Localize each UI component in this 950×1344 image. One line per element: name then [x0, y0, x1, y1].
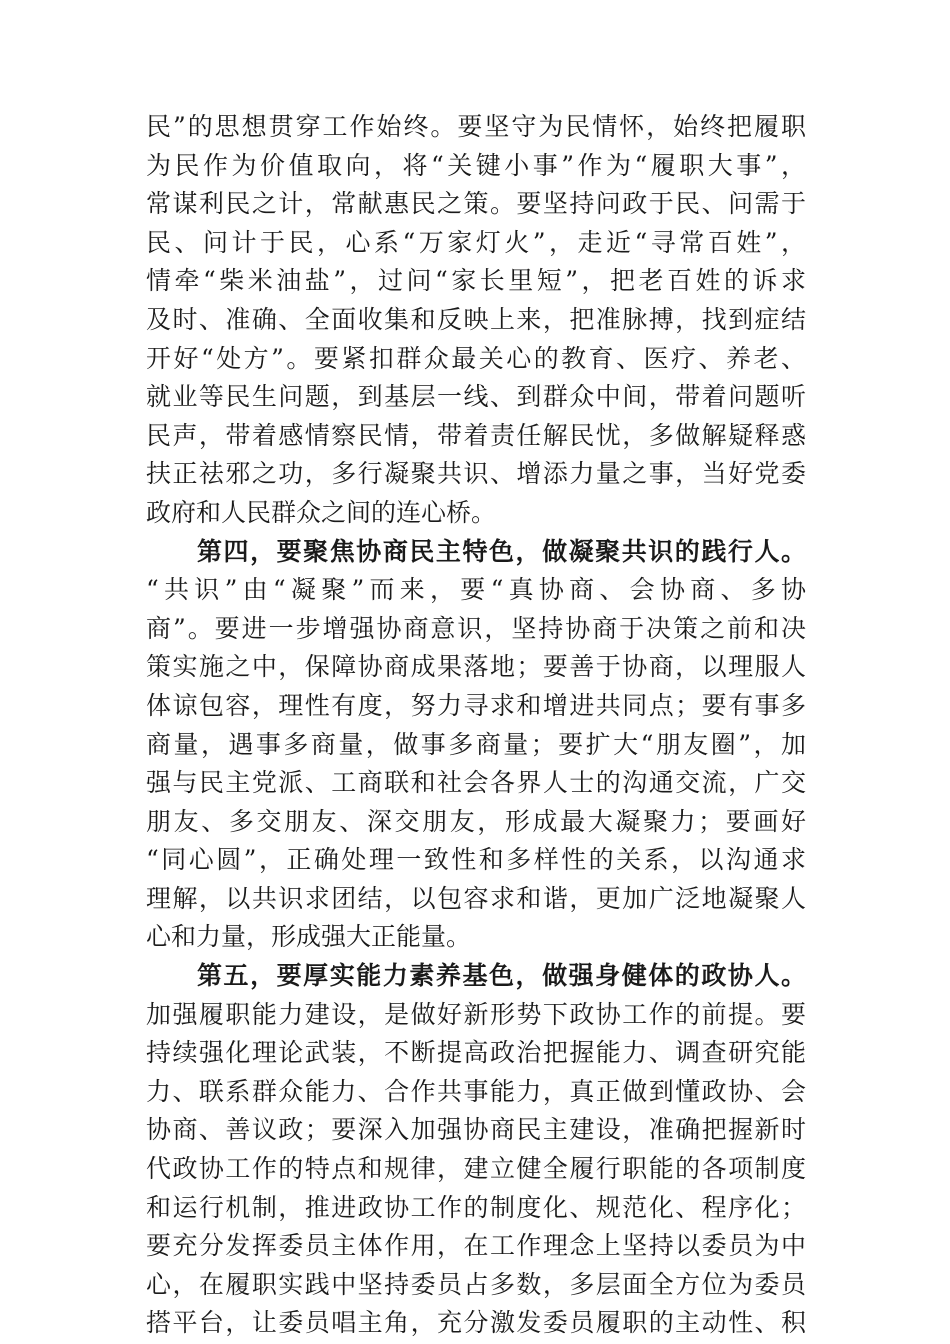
paragraph-line: 心和力量，形成强大正能量。 — [146, 922, 472, 952]
paragraph-line: 为民作为价值取向，将“关键小事”作为“履职大事”， — [146, 150, 806, 180]
paragraph-line: 商”。要进一步增强协商意识，坚持协商于决策之前和决 — [146, 613, 806, 643]
paragraph-line: 力、联系群众能力、合作共事能力，真正做到懂政协、会 — [146, 1076, 806, 1106]
section-heading: 第五，要厚实能力素养基色，做强身健体的政协人。 — [197, 961, 806, 991]
paragraph-line: 政府和人民群众之间的连心桥。 — [146, 497, 497, 527]
paragraph-line: 和运行机制，推进政协工作的制度化、规范化、程序化； — [146, 1192, 806, 1222]
paragraph-line: 开好“处方”。要紧扣群众最关心的教育、医疗、养老、 — [146, 343, 806, 373]
paragraph-line: 搭平台，让委员唱主角，充分激发委员履职的主动性、积 — [146, 1308, 806, 1338]
paragraph-line: 策实施之中，保障协商成果落地；要善于协商，以理服人 — [146, 652, 806, 682]
paragraph-line: 常谋利民之计，常献惠民之策。要坚持问政于民、问需于 — [146, 189, 806, 219]
paragraph-line: 理解，以共识求团结，以包容求和谐，更加广泛地凝聚人 — [146, 883, 806, 913]
paragraph-line: 就业等民生问题，到基层一线、到群众中间，带着问题听 — [146, 382, 806, 412]
paragraph-line: 持续强化理论武装，不断提高政治把握能力、调查研究能 — [146, 1038, 806, 1068]
section-heading: 第四，要聚焦协商民主特色，做凝聚共识的践行人。 — [197, 536, 806, 566]
paragraph-line: 代政协工作的特点和规律，建立健全履行职能的各项制度 — [146, 1154, 806, 1184]
paragraph-line: 情牵“柴米油盐”，过问“家长里短”，把老百姓的诉求 — [146, 266, 806, 296]
paragraph-line: “同心圆”，正确处理一致性和多样性的关系，以沟通求 — [146, 845, 806, 875]
document-body — [146, 108, 806, 1343]
paragraph-line: 朋友、多交朋友、深交朋友，形成最大凝聚力；要画好 — [146, 806, 806, 836]
paragraph-line: 加强履职能力建设，是做好新形势下政协工作的前提。要 — [146, 999, 806, 1029]
paragraph-line: 扶正祛邪之功，多行凝聚共识、增添力量之事，当好党委 — [146, 459, 806, 489]
paragraph-line: 心，在履职实践中坚持委员占多数，多层面全方位为委员 — [146, 1269, 806, 1299]
paragraph-line: 及时、准确、全面收集和反映上来，把准脉搏，找到症结 — [146, 304, 806, 334]
paragraph-line: “共识”由“凝聚”而来，要“真协商、会协商、多协 — [146, 575, 806, 605]
paragraph-line: 商量，遇事多商量，做事多商量；要扩大“朋友圈”，加 — [146, 729, 806, 759]
paragraph-line: 民”的思想贯穿工作始终。要坚守为民情怀，始终把履职 — [146, 112, 806, 141]
paragraph-line: 协商、善议政；要深入加强协商民主建设，准确把握新时 — [146, 1115, 806, 1145]
paragraph-line: 强与民主党派、工商联和社会各界人士的沟通交流，广交 — [146, 768, 806, 798]
paragraph-line: 要充分发挥委员主体作用，在工作理念上坚持以委员为中 — [146, 1231, 806, 1261]
paragraph-line: 民、问计于民，心系“万家灯火”，走近“寻常百姓”， — [146, 227, 806, 257]
paragraph-line: 体谅包容，理性有度，努力寻求和增进共同点；要有事多 — [146, 690, 806, 720]
paragraph-line: 民声，带着感情察民情，带着责任解民忧，多做解疑释惑 — [146, 420, 806, 450]
